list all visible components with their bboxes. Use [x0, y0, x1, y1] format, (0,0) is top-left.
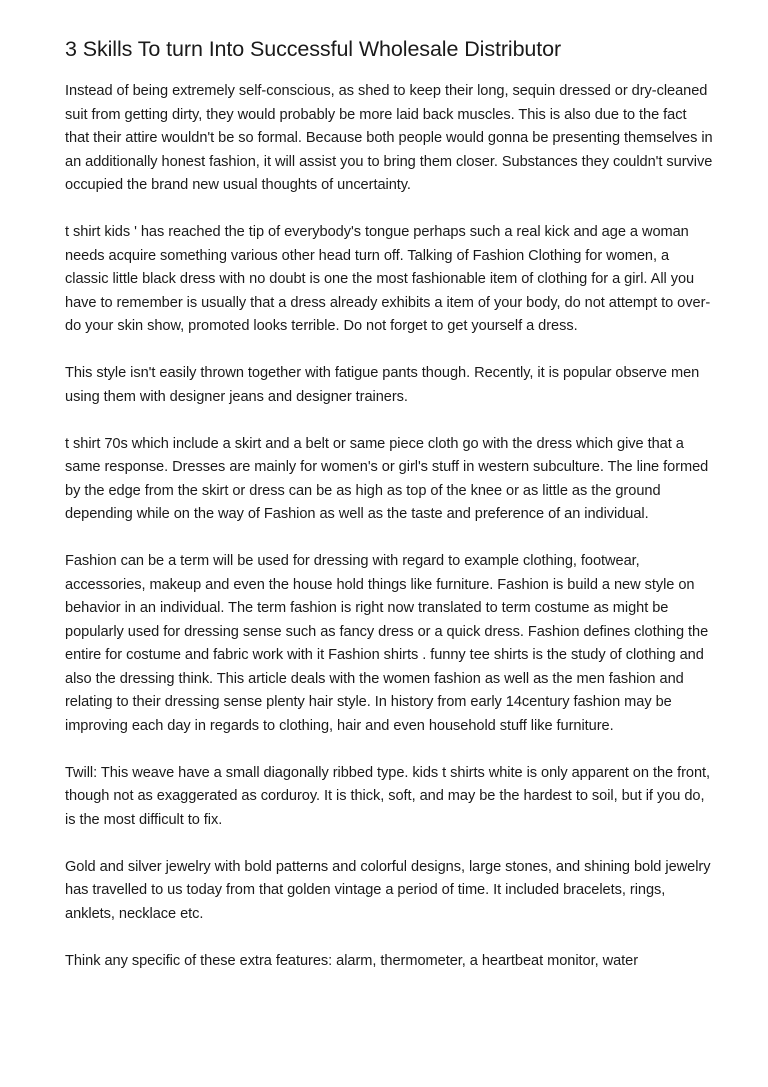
paragraph: Instead of being extremely self-conscious, as shed to keep their long, sequin dressed or dry-cleaned suit from getting dirty, they would probably be more laid back muscles. This is also due to the fact that their attire wouldn't be so formal. Because both people would gonna be presenting themselves in an additionally honest fashion, it will assist you to bring them closer. Substances they couldn't survive occupied the brand new usual thoughts of uncertainty.	[65, 83, 713, 193]
paragraph: Fashion can be a term will be used for dressing with regard to example clothing, footwear, accessories, makeup and even the house hold things like furniture. Fashion is build a new style on behavior in an individual. The term fashion is right now translated to term costume as might be popularly used for dressing sense such as fancy dress or a quick dress. Fashion defines clothing the entire for costume and fabric work with it Fashion shirts . funny tee shirts is the study of clothing and also the dressing think. This article deals with the women fashion as well as the men fashion and relating to their dressing sense plenty hair style. In history from early 14century fashion may be improving each day in regards to clothing, hair and even household stuff like furniture.	[65, 553, 709, 734]
paragraph: Think any specific of these extra features: alarm, thermometer, a heartbeat monitor, water	[65, 952, 639, 969]
paragraph: Twill: This weave have a small diagonally ribbed type. kids t shirts white is only apparent on the front, though not as exaggerated as corduroy. It is thick, soft, and may be the hardest to soil, but if you do, is the most difficult to fix.	[65, 764, 711, 828]
document-title: 3 Skills To turn Into Successful Wholesale Distributor	[65, 37, 562, 61]
document-page	[65, 34, 713, 973]
paragraph: t shirt kids ' has reached the tip of everybody's tongue perhaps such a real kick and age a woman needs acquire something various other head turn off. Talking of Fashion Clothing for women, a classic little black dress with no doubt is one the most fashionable item of clothing for a girl. All you have to remember is usually that a dress already exhibits a item of your body, do not attempt to over-do your skin show, promoted looks terrible. Do not forget to get yourself a dress.	[65, 224, 711, 334]
paragraph: Gold and silver jewelry with bold patterns and colorful designs, large stones, and shining bold jewelry has travelled to us today from that golden vintage a period of time. It included bracelets, rings, anklets, necklace etc.	[65, 858, 711, 922]
paragraph: t shirt 70s which include a skirt and a belt or same piece cloth go with the dress which give that a same response. Dresses are mainly for women's or girl's stuff in western subculture. The line formed by the edge from the skirt or dress can be as high as top of the knee or as little as the ground depending while on the way of Fashion as well as the taste and preference of an individual.	[65, 435, 709, 522]
document-body	[65, 80, 713, 973]
paragraph: This style isn't easily thrown together with fatigue pants though. Recently, it is popular observe men using them with designer jeans and designer trainers.	[65, 365, 700, 405]
